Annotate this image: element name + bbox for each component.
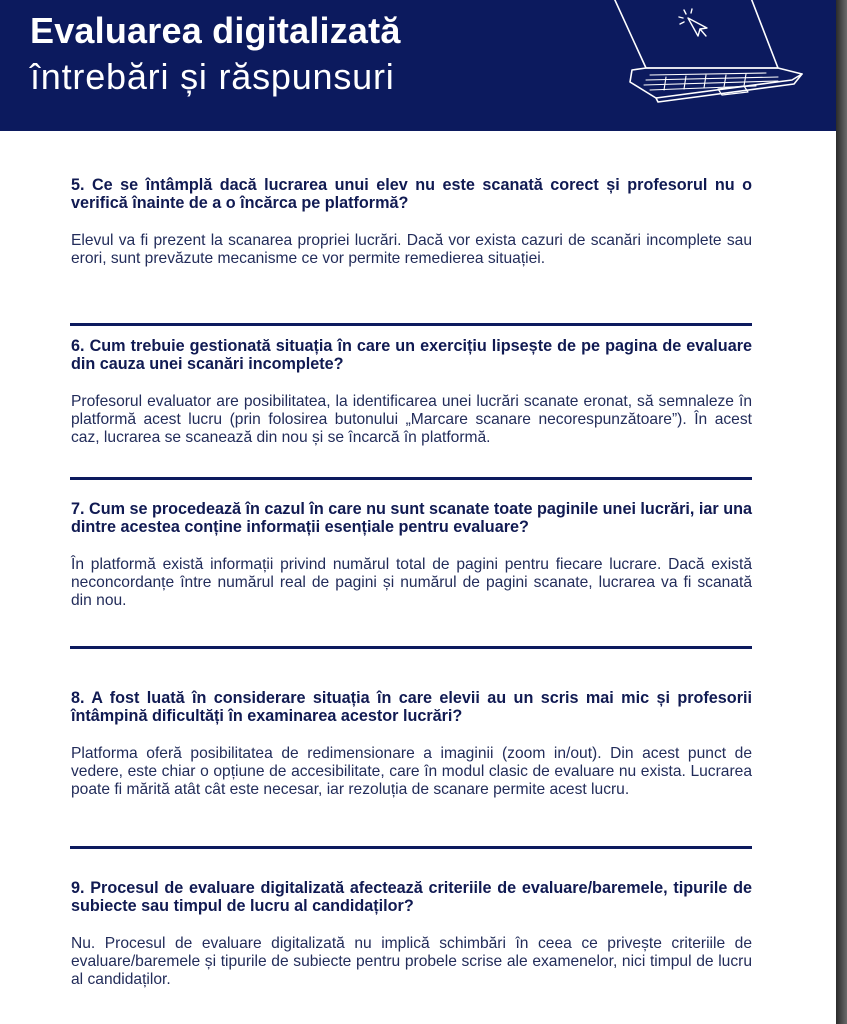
qa-item <box>71 337 752 447</box>
qa-item <box>71 176 752 268</box>
header-banner <box>0 0 836 131</box>
page-title: Evaluarea digitalizată <box>30 10 401 51</box>
question-text: 5. Ce se întâmplă dacă lucrarea unui elev nu este scanată corect și profesorul nu o verifică înainte de a o încărca pe platformă? <box>71 176 752 212</box>
qa-item <box>71 500 752 610</box>
question-text: 7. Cum se procedează în cazul în care nu sunt scanate toate paginile unei lucrări, iar una dintre acestea conține informații esențiale pentru evaluare? <box>71 500 752 536</box>
answer-text: În platformă există informații privind numărul total de pagini pentru fiecare lucrare. Dacă există neconcordanțe între numărul real de pagini și numărul de pagini scanate, lucrarea va fi scanată din nou. <box>71 556 752 609</box>
viewer-background <box>836 0 847 1024</box>
answer-text: Nu. Procesul de evaluare digitalizată nu implică schimbări în ceea ce privește criteriile de evaluare/baremele și tipurile de subiecte pentru probele scrise ale examenelor, nici timpul de lucru al candidaților. <box>71 935 752 988</box>
question-text: 9. Procesul de evaluare digitalizată afectează criteriile de evaluare/baremele, tipurile de subiecte sau timpul de lucru al candidaților? <box>71 879 752 915</box>
page-subtitle: întrebări și răspunsuri <box>30 56 395 97</box>
section-divider <box>70 477 752 480</box>
answer-text: Profesorul evaluator are posibilitatea, la identificarea unei lucrări scanate eronat, să semnaleze în platformă acest lucru (prin folosirea butonului „Marcare scanare necorespunzătoare”). În acest caz, lucrarea se scanează din nou și se încarcă în platformă. <box>71 393 752 446</box>
section-divider <box>70 646 752 649</box>
section-divider <box>70 846 752 849</box>
section-divider <box>70 323 752 326</box>
answer-text: Platforma oferă posibilitatea de redimensionare a imaginii (zoom in/out). Din acest punct de vedere, este chiar o opțiune de accesibilitate, care în modul clasic de evaluare nu exista. Lucrarea poate fi mărită atât cât este necesar, iar rezoluția de scanare permite acest lucru. <box>71 745 752 798</box>
answer-text: Elevul va fi prezent la scanarea propriei lucrări. Dacă vor exista cazuri de scanări incomplete sau erori, sunt prevăzute mecanisme ce vor permite remedierea situației. <box>71 232 752 267</box>
question-text: 8. A fost luată în considerare situația în care elevii au un scris mai mic și profesorii întâmpină dificultăți în examinarea acestor lucrări? <box>71 689 752 725</box>
qa-item <box>71 879 752 989</box>
laptop-icon <box>606 0 811 110</box>
qa-item <box>71 689 752 799</box>
question-text: 6. Cum trebuie gestionată situația în care un exercițiu lipsește de pe pagina de evaluare din cauza unei scanări incomplete? <box>71 337 752 373</box>
